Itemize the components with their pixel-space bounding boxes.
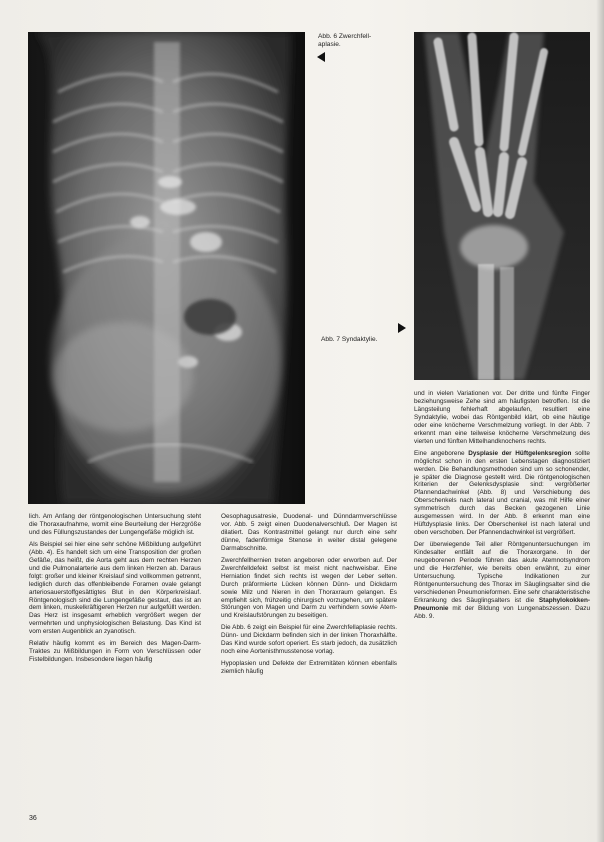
arrow-right-icon xyxy=(398,323,406,333)
figure-6-caption: Abb. 6 Zwerchfell- aplasie. xyxy=(318,33,372,48)
paragraph: Der überwiegende Teil aller Röntgenuntersuchungen im Kindesalter entfällt auf die Thoraxorgane. In der neugeborenen Periode führen das akute Atemnotsyndrom und die Herzfehler, wie bereits oben erwähnt, zu einer Untersuchung. Typische Indikationen zur Röntgenuntersuchung des Thorax im Säuglingsalter sind die verschiedenen Pneumonieformen. Eine sehr charakteristische Erkrankung des Säuglingsalters ist die Staphylokokken-Pneumonie mit der Bildung von Lungenabszessen. Dazu Abb. 9. xyxy=(414,541,590,620)
bold-term: Staphylokokken-Pneumonie xyxy=(414,596,590,612)
page-edge-shadow xyxy=(596,0,604,842)
paragraph: und in vielen Variationen vor. Der dritte und fünfte Finger beziehungsweise Zehe sind am häufigsten betroffen. Ist die Längsteilung fehlerhaft abgelaufen, resultiert eine Syndaktylie, wobei das Röntgenbild klärt, ob eine häutige oder eine knöcherne Verschmelzung vorliegt. In der Abb. 7 erkennt man eine teilweise knöcherne Verschmelzung des vierten und fünften Mittelhandknochens rechts. xyxy=(414,390,590,445)
hand-xray-image xyxy=(414,32,590,380)
paragraph: Die Abb. 6 zeigt ein Beispiel für eine Zwerchfellaplasie rechts. Dünn- und Dickdarm befinden sich in der linken Thoraxhälfte. Das Kind wurde sofort operiert. Es starb jedoch, da zusätzlich noch eine Aortenisthmusstenose vorlag. xyxy=(221,624,397,656)
text-column-left xyxy=(29,513,201,668)
paragraph: Als Beispiel sei hier eine sehr schöne Mißbildung aufgeführt (Abb. 4). Es handelt sich um eine Transposition der großen Gefäße, das heißt, die Aorta geht aus dem rechten Herzen und die Pulmonalarterie aus dem linken Herzen ab. Daraus folgt: großer und kleiner Kreislauf sind vollkommen getrennt, lediglich durch das offenbleibende Foramen ovale gelangt arteriosauerstoffgesättigtes Blut in den Körperkreislauf. Röntgenologisch sind die Lungengefäße gestaut, das ist an dem linken, muskelkräftigeren Herzen nur aufgefüllt werden. Das Herz ist insgesamt erheblich vergrößert wegen der vermehrten und unphysiologischen Belastung. Das Kind ist vom ersten Augenblick an zyanotisch. xyxy=(29,540,201,636)
paragraph: Oesophagusatresie, Duodenal- und Dünndarmverschlüsse vor. Abb. 5 zeigt einen Duodenalverschluß. Der Magen ist dilatiert. Das Kontrastmittel gelangt nur durch eine sehr dünne, fadenförmige Stenose in weiter distal gelegene Darmabschnitte. xyxy=(221,513,397,552)
page-number: 36 xyxy=(29,815,37,822)
paragraph: Relativ häufig kommt es im Bereich des Magen-Darm-Traktes zu Mißbildungen in Form von Verschlüssen oder Fistelbildungen. Insbesondere liegen häufig xyxy=(29,640,201,664)
chest-xray-image xyxy=(28,32,305,504)
paragraph: Hypoplasien und Defekte der Extremitäten können ebenfalls ziemlich häufig xyxy=(221,660,397,676)
paragraph: lich. Am Anfang der röntgenologischen Untersuchung steht die Thoraxaufnahme, womit eine Beurteilung der Herzgröße und des Füllungszustandes der Lungengefäße möglich ist. xyxy=(29,513,201,536)
paragraph: Eine angeborene Dysplasie der Hüftgelenksregion sollte möglichst schon in den ersten Lebenstagen diagnostiziert werden. Die Behandlungsmethoden sind um so schonender, je später die Diagnose gestellt wird. Die röntgenologischen Kriterien der Gelenksdysplasie sind: vergrößerter Pfannendachwinkel (Abb. 8) und Verschiebung des Oberschenkels nach lateral und cranial, was mit Hilfe einer symmetrisch durch das Becken gezogenen Linie ausgemessen wird. In der Abb. 8 erkennt man eine Hüftdysplasie links. Der Oberschenkel ist nach lateral und oben verschoben. Der Pfannendachwinkel ist vergrößert. xyxy=(414,449,590,537)
arrow-left-icon xyxy=(317,52,325,62)
paragraph: Zwerchfellhernien treten angeboren oder erworben auf. Der Zwerchfelldefekt selbst ist meist nicht nachweisbar. Eine Herniation findet sich rechts ist wegen der Leber selten. Durch präformierte Lücken können Dünn- und Dickdarm sowie Milz und Nieren in den Thoraxraum gelangen. Es empfiehlt sich, frühzeitig chirurgisch vorzugehen, um spätere Störungen von Magen und Darm zu verhindern sowie Atem- und Kreislaufstörungen zu beseitigen. xyxy=(221,556,397,620)
text-column-right xyxy=(414,390,590,625)
text-column-middle xyxy=(221,513,397,680)
bold-term: Dysplasie der Hüftgelenksregion xyxy=(468,449,572,457)
figure-7-caption: Abb. 7 Syndaktylie. xyxy=(321,336,378,343)
